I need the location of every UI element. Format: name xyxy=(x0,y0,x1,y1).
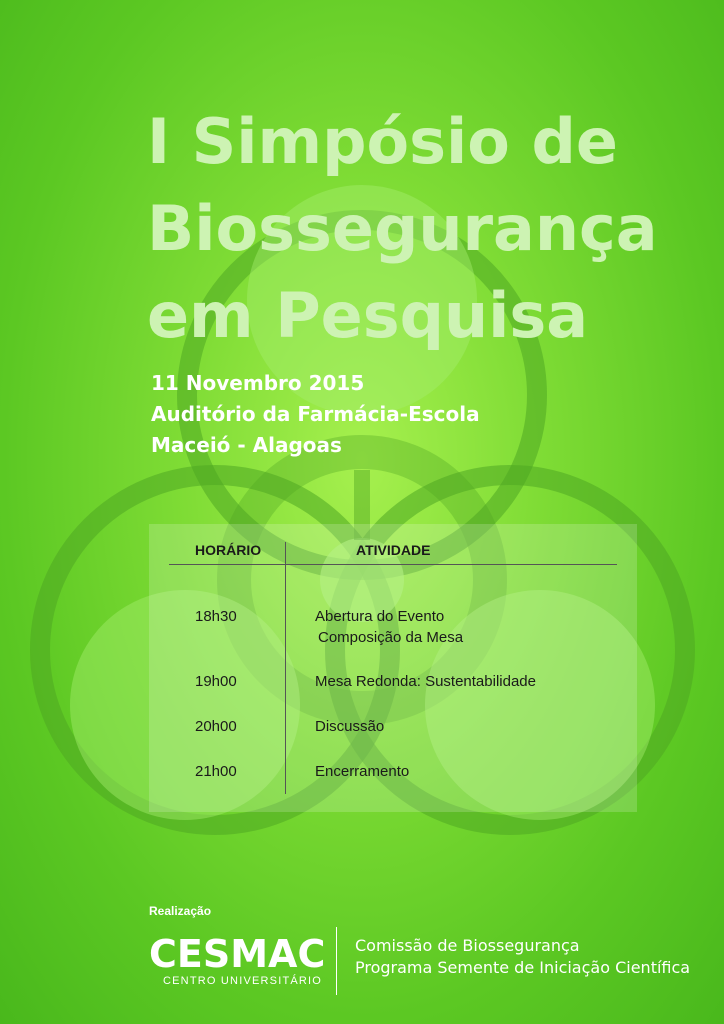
schedule-time: 18h30 xyxy=(195,608,237,625)
event-title xyxy=(147,98,658,359)
schedule-activity: Mesa Redonda: Sustentabilidade xyxy=(315,673,536,690)
schedule-time: 19h00 xyxy=(195,673,237,690)
footer-divider xyxy=(336,927,337,995)
event-city: Maceió - Alagoas xyxy=(151,433,342,457)
organizer-1: Comissão de Biossegurança xyxy=(355,936,580,955)
column-header-time: HORÁRIO xyxy=(195,542,262,558)
organizer-2: Programa Semente de Iniciação Científica xyxy=(355,958,691,977)
schedule-activity-secondary: Composição da Mesa xyxy=(318,629,464,646)
title-line-3: em Pesquisa xyxy=(147,279,589,352)
schedule-time: 21h00 xyxy=(195,763,237,780)
logo-subtitle: CENTRO UNIVERSITÁRIO xyxy=(163,975,323,987)
schedule-table xyxy=(149,524,637,812)
realizacao-label: Realização xyxy=(149,904,212,918)
organizers xyxy=(355,935,690,979)
header-divider xyxy=(169,564,617,565)
schedule-time: 20h00 xyxy=(195,718,237,735)
column-divider xyxy=(285,542,286,794)
event-info xyxy=(151,368,480,461)
column-header-activity: ATIVIDADE xyxy=(356,542,431,558)
schedule-activity: Encerramento xyxy=(315,763,410,780)
title-line-1: I Simpósio de xyxy=(147,105,618,178)
logo-wordmark: CESMAC xyxy=(149,932,326,976)
schedule-activity: Abertura do Evento xyxy=(315,608,445,625)
title-line-2: Biossegurança xyxy=(147,192,658,265)
event-date: 11 Novembro 2015 xyxy=(151,371,365,395)
cesmac-logo xyxy=(149,932,326,995)
event-venue: Auditório da Farmácia-Escola xyxy=(151,402,480,426)
schedule-activity: Discussão xyxy=(315,718,385,735)
